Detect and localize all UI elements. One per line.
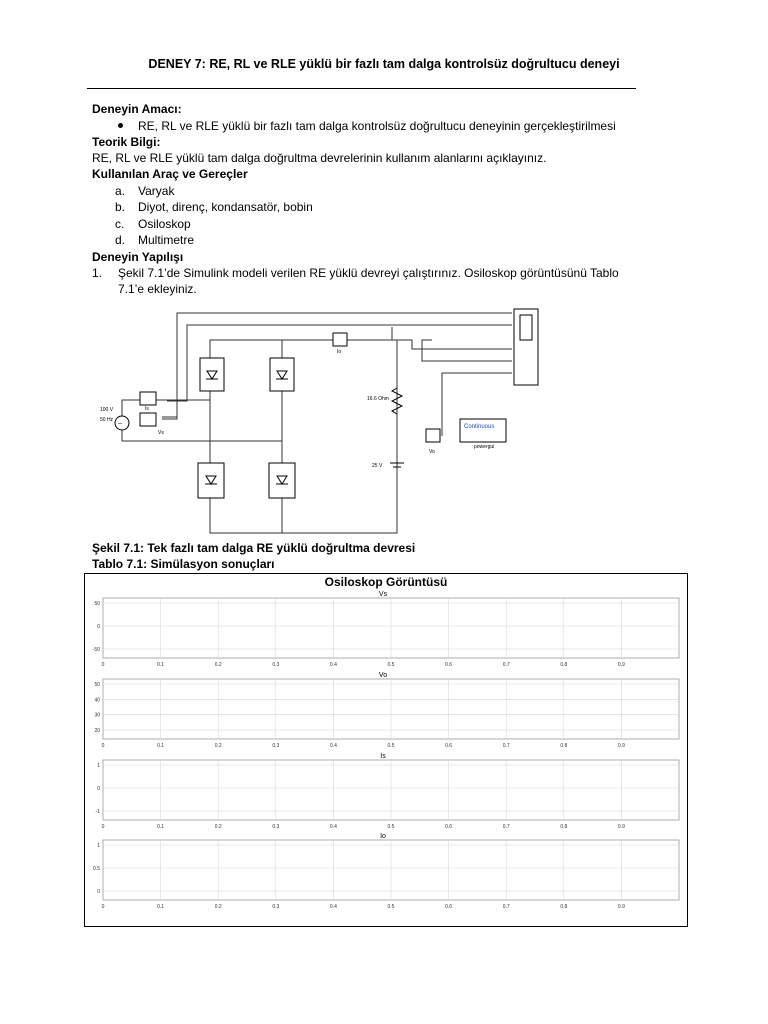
y-tick-label: 0 <box>97 889 100 895</box>
x-tick-label: 0.1 <box>157 904 165 910</box>
x-tick-label: 0.5 <box>387 743 395 749</box>
x-tick-label: 0.8 <box>560 824 568 830</box>
x-tick-label: 0.5 <box>387 662 395 668</box>
simulink-circuit-diagram <box>92 303 547 538</box>
e-label: 25 V <box>372 463 383 469</box>
r-label: 16.6 Ohm <box>367 396 389 402</box>
table-caption: Tablo 7.1: Simülasyon sonuçları <box>92 557 275 571</box>
x-tick-label: 0 <box>101 904 105 910</box>
aim-bullet: RE, RL ve RLE yüklü bir fazlı tam dalga kontrolsüz doğrultucu deneyinin gerçekleştirilmesi <box>138 119 616 133</box>
x-tick-label: 0.2 <box>214 904 222 910</box>
x-tick-label: 0.8 <box>560 904 568 910</box>
document-title: DENEY 7: RE, RL ve RLE yüklü bir fazlı tam dalga kontrolsüz doğrultucu deneyi <box>148 57 620 71</box>
x-tick-label: 0.6 <box>445 904 453 910</box>
oscilloscope-box <box>84 573 688 927</box>
x-tick-label: 0.9 <box>617 824 625 830</box>
tool-item: Osiloskop <box>138 217 191 231</box>
bullet-dot <box>118 123 123 128</box>
x-tick-label: 0.1 <box>157 662 165 668</box>
tool-marker: d. <box>115 233 126 247</box>
vs-label: Vs <box>158 430 164 436</box>
x-tick-label: 0.2 <box>214 743 222 749</box>
x-tick-label: 0.7 <box>502 824 510 830</box>
x-tick-label: 0.9 <box>617 662 625 668</box>
panel-title: Is <box>380 753 386 760</box>
y-tick-label: 50 <box>94 682 100 688</box>
step1-line2: 7.1’e ekleyiniz. <box>118 282 197 296</box>
y-tick-label: -1 <box>95 809 100 815</box>
x-tick-label: 0.4 <box>329 904 337 910</box>
theory-heading: Teorik Bilgi: <box>92 135 161 149</box>
vo-label: Vo <box>429 449 435 455</box>
tool-marker: a. <box>115 184 126 198</box>
step1-line1: Şekil 7.1’de Simulink modeli verilen RE yüklü devreyi çalıştırınız. Osiloskop görüntüsünü Tablo <box>118 266 619 280</box>
scope-plots <box>85 574 687 926</box>
svg-text:~: ~ <box>118 421 123 428</box>
y-tick-label: 0.5 <box>93 866 100 872</box>
x-tick-label: 0.7 <box>502 743 510 749</box>
y-tick-label: 0 <box>97 624 100 630</box>
x-tick-label: 0.9 <box>617 743 625 749</box>
aim-heading: Deneyin Amacı: <box>92 102 182 116</box>
y-tick-label: 0 <box>97 786 100 792</box>
source-voltage-label: 100 V <box>100 407 114 413</box>
x-tick-label: 0 <box>101 662 105 668</box>
step-marker: 1. <box>92 266 103 280</box>
y-tick-label: 50 <box>94 601 100 607</box>
x-tick-label: 0.1 <box>157 743 165 749</box>
x-tick-label: 0.8 <box>560 662 568 668</box>
x-tick-label: 0 <box>101 743 105 749</box>
x-tick-label: 0.3 <box>272 904 280 910</box>
panel-title: Vo <box>378 672 388 679</box>
x-tick-label: 0.9 <box>617 904 625 910</box>
x-tick-label: 0.5 <box>387 824 395 830</box>
x-tick-label: 0.4 <box>329 662 337 668</box>
tool-marker: b. <box>115 200 126 214</box>
source-freq-label: 50 Hz <box>100 417 114 423</box>
continuous-label: Continuous <box>464 424 495 430</box>
y-tick-label: 20 <box>94 728 100 734</box>
x-tick-label: 0.4 <box>329 743 337 749</box>
figure-caption: Şekil 7.1: Tek fazlı tam dalga RE yüklü doğrultma devresi <box>92 541 416 555</box>
x-tick-label: 0.4 <box>329 824 337 830</box>
x-tick-label: 0.7 <box>502 904 510 910</box>
tool-item: Varyak <box>138 184 175 198</box>
y-tick-label: 40 <box>94 697 100 704</box>
tool-item: Diyot, direnç, kondansatör, bobin <box>138 200 313 214</box>
y-tick-label: 30 <box>94 712 100 719</box>
procedure-heading: Deneyin Yapılışı <box>92 250 184 264</box>
x-tick-label: 0.7 <box>502 662 510 668</box>
tool-marker: c. <box>115 217 125 231</box>
title-divider <box>87 88 636 89</box>
x-tick-label: 0.3 <box>272 824 280 830</box>
tools-heading: Kullanılan Araç ve Gereçler <box>92 167 248 181</box>
x-tick-label: 0.6 <box>445 743 453 749</box>
x-tick-label: 0 <box>101 824 105 830</box>
scope-title: Osiloskop Görüntüsü <box>324 575 448 589</box>
panel-title: Vs <box>378 591 388 598</box>
x-tick-label: 0.3 <box>272 662 280 668</box>
x-tick-label: 0.3 <box>272 743 280 749</box>
tool-item: Multimetre <box>138 233 195 247</box>
x-tick-label: 0.6 <box>445 662 453 668</box>
io-label: Io <box>337 349 342 355</box>
is-label: Is <box>145 406 149 412</box>
theory-text: RE, RL ve RLE yüklü tam dalga doğrultma devrelerinin kullanım alanlarını açıklayınız. <box>92 151 547 165</box>
y-tick-label: -50 <box>92 647 100 653</box>
x-tick-label: 0.1 <box>157 824 165 830</box>
x-tick-label: 0.2 <box>214 824 222 830</box>
powergui-label: powergui <box>474 444 495 450</box>
y-tick-label: 1 <box>97 763 100 769</box>
panel-title: Io <box>380 833 386 840</box>
x-tick-label: 0.8 <box>560 743 568 749</box>
x-tick-label: 0.6 <box>445 824 453 830</box>
y-tick-label: 1 <box>97 843 100 849</box>
x-tick-label: 0.5 <box>387 904 395 910</box>
x-tick-label: 0.2 <box>214 662 222 668</box>
